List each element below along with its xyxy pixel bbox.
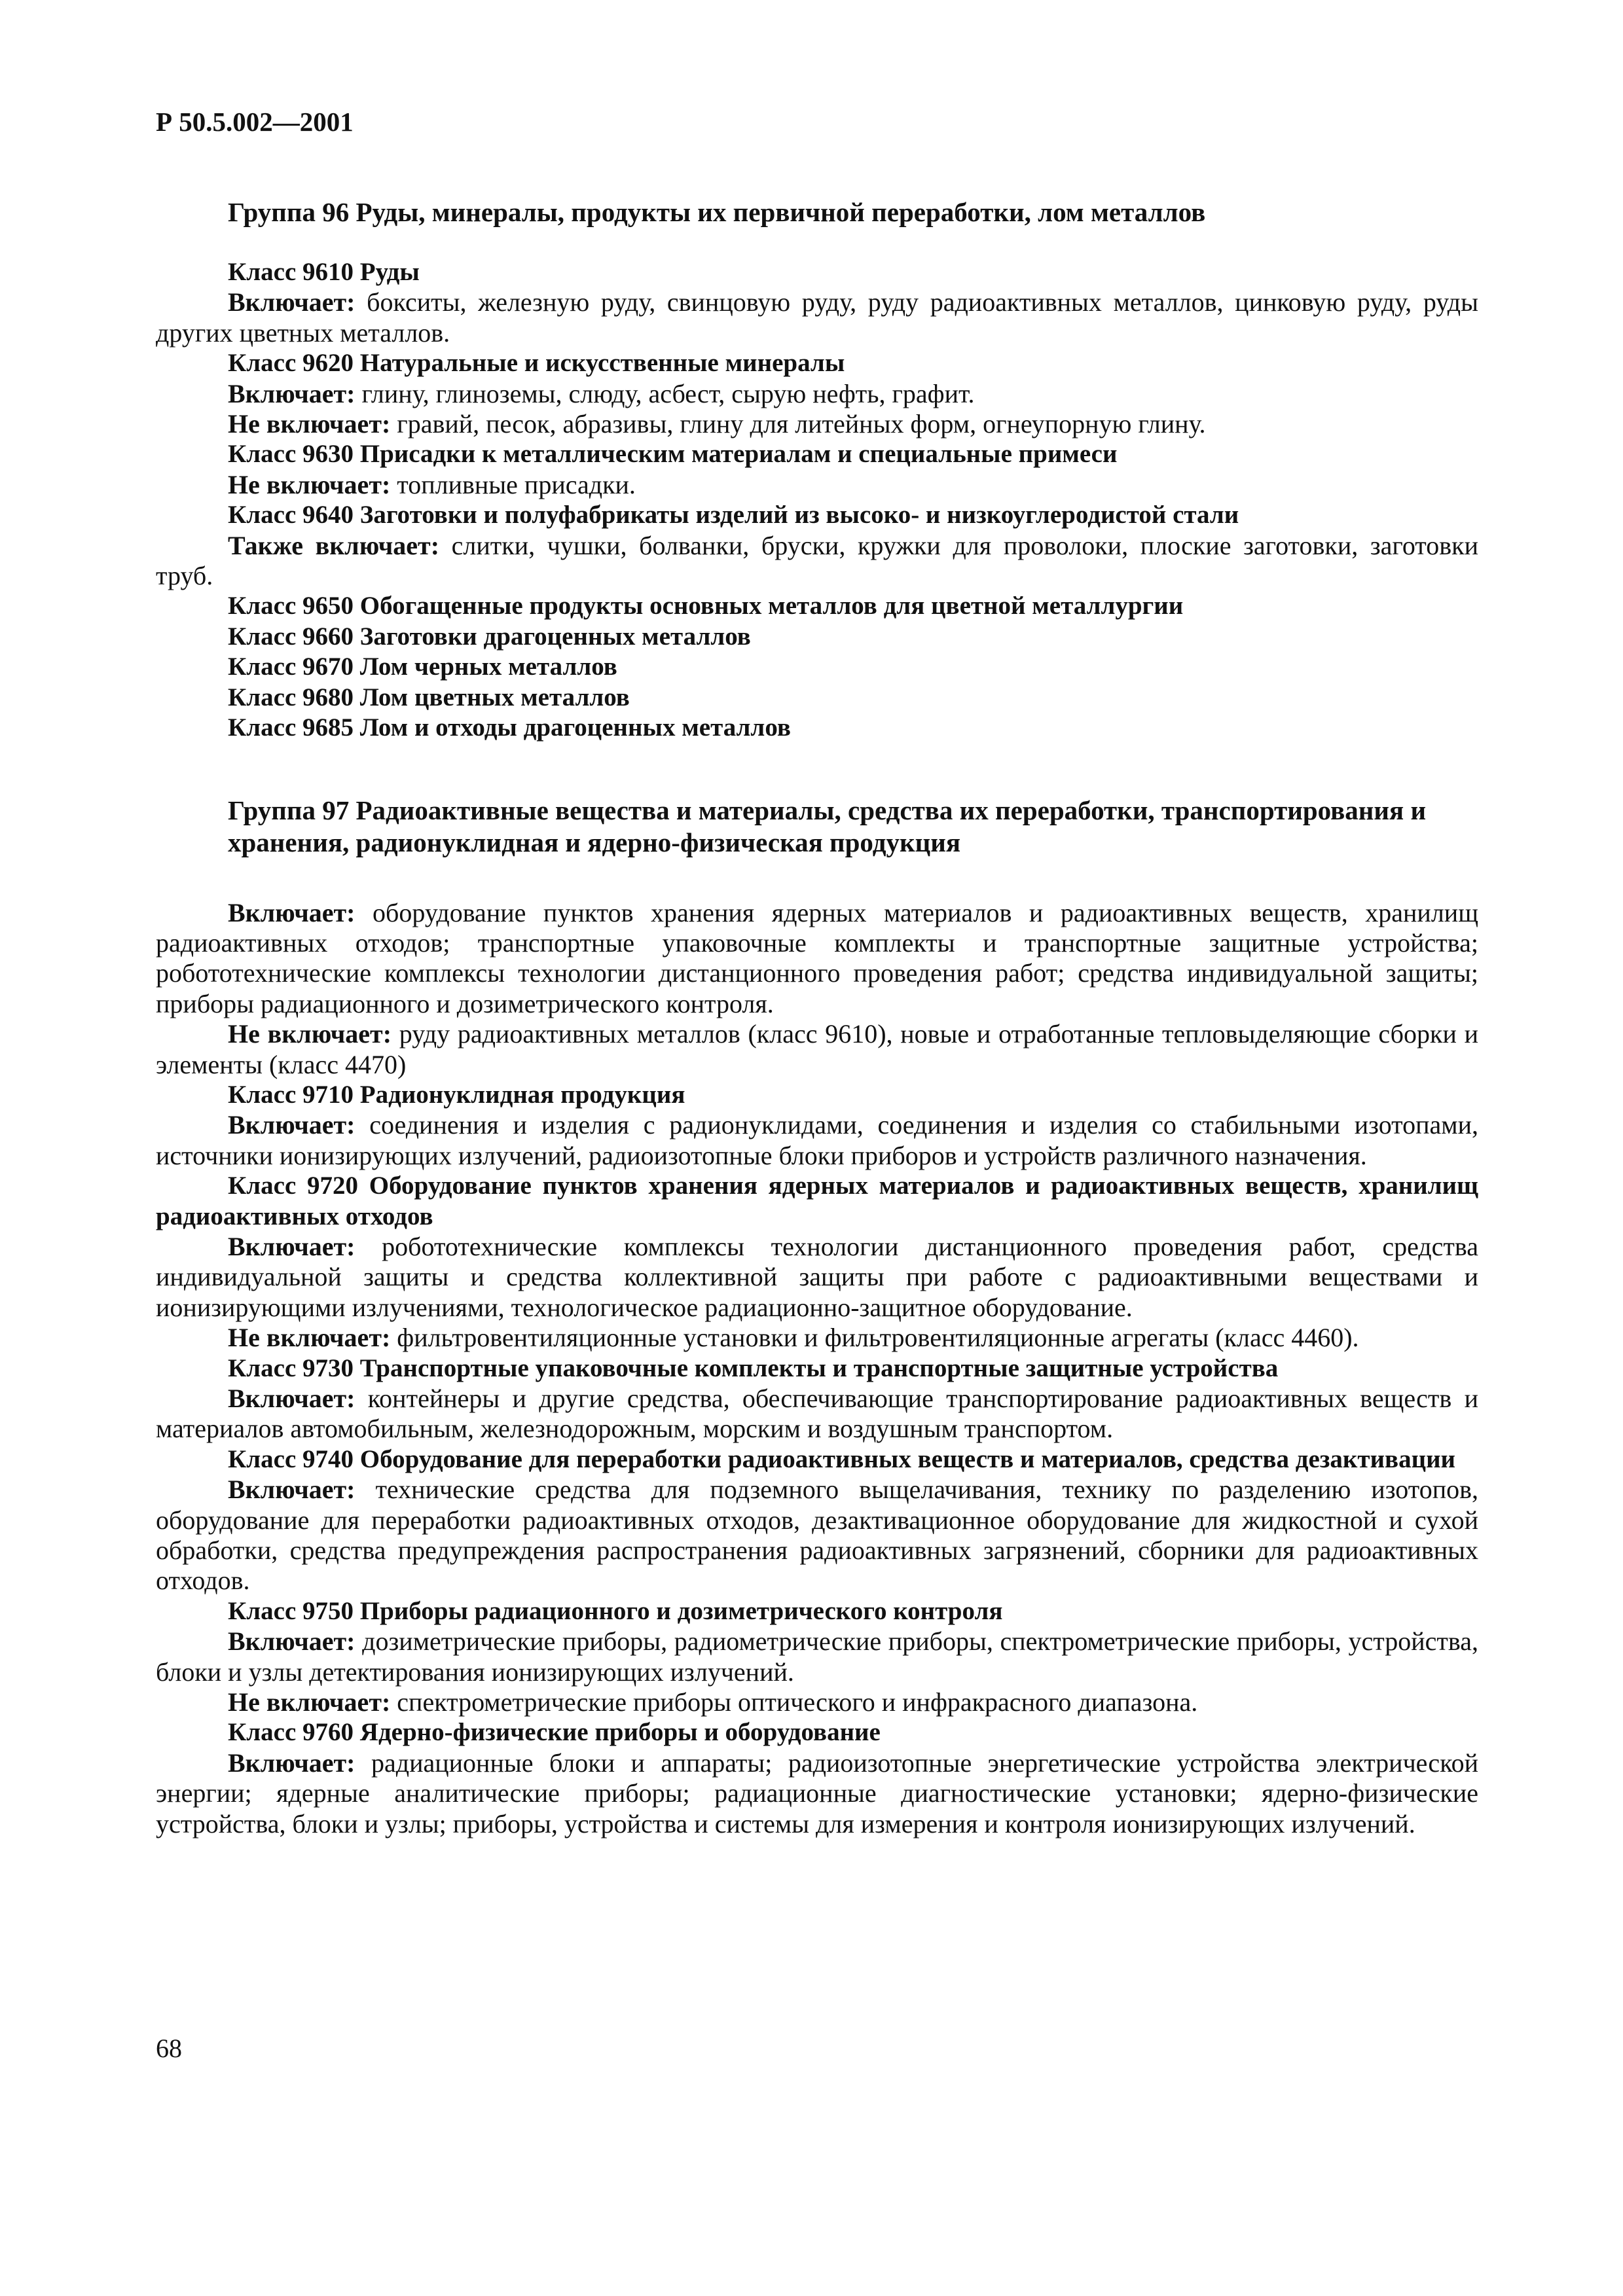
- class-description: [156, 1232, 1478, 1323]
- document-page: [156, 105, 1478, 1839]
- page-number: 68: [156, 2034, 182, 2063]
- description-keyword: Не включает:: [228, 1019, 392, 1049]
- class-description: [156, 1323, 1478, 1353]
- description-text: слитки, чушки, болванки, бруски, кружки для проволоки, плоские заготовки, заготовки труб.: [156, 530, 1478, 591]
- description-text: бокситы, железную руду, свинцовую руду, руду радиоактивных металлов, цинковую руду, руды других цветных металлов.: [156, 287, 1478, 348]
- description-text: спектрометрические приборы оптического и инфракрасного диапазона.: [390, 1687, 1198, 1717]
- class-description: [156, 1687, 1478, 1717]
- group-title: Группа 96 Руды, минералы, продукты их первичной переработки, лом металлов: [228, 197, 1206, 227]
- class-heading: Класс 9750 Приборы радиационного и дозиметрического контроля: [228, 1596, 1003, 1625]
- description-keyword: Включает:: [228, 1475, 356, 1505]
- description-text: радиационные блоки и аппараты; радиоизотопные энергетические устройства электрической энергии; ядерные аналитические приборы; радиационные диагностические установки; ядерно-физические устройства, блоки и узлы; приборы, устройства и системы для измерения и контроля ионизирующих излучений.: [156, 1748, 1478, 1839]
- description-text: руду радиоактивных металлов (класс 9610), новые и отработанные тепловыделяющие сборки и элементы (класс 4470): [156, 1019, 1478, 1079]
- class-heading: Класс 9740 Оборудование для переработки радиоактивных веществ и материалов, средства дезактивации: [228, 1444, 1456, 1473]
- class-heading: Класс 9670 Лом черных металлов: [228, 653, 617, 681]
- class-description: [156, 287, 1478, 348]
- description-text: гравий, песок, абразивы, глину для литейных форм, огнеупорную глину.: [390, 409, 1206, 439]
- document-code: Р 50.5.002—2001: [156, 107, 354, 137]
- class-description: [156, 531, 1478, 592]
- class-description: [156, 1110, 1478, 1171]
- description-text: оборудование пунктов хранения ядерных материалов и радиоактивных веществ, хранилищ радиоактивных отходов; транспортные упаковочные комплекты и транспортные защитные устройства; робототехнические комплексы технологии дистанционного проведения работ; средства индивидуальной защиты; приборы радиационного и дозиметрического контроля.: [156, 897, 1478, 1018]
- class-heading: Класс 9650 Обогащенные продукты основных металлов для цветной металлургии: [228, 592, 1184, 620]
- class-heading: Класс 9760 Ядерно-физические приборы и оборудование: [228, 1718, 881, 1747]
- class-heading: Класс 9660 Заготовки драгоценных металлов: [228, 622, 751, 651]
- description-keyword: Включает:: [228, 1626, 356, 1657]
- description-keyword: Включает:: [228, 1384, 356, 1413]
- description-keyword: Также включает:: [228, 530, 440, 560]
- group-title: Группа 97 Радиоактивные вещества и материалы, средства их переработки, транспортирования и хранения, радионуклидная и ядерно-физическая продукция: [228, 795, 1427, 857]
- class-description: [156, 1384, 1478, 1444]
- description-keyword: Включает:: [228, 378, 356, 408]
- class-description: [156, 470, 1478, 500]
- class-description: [156, 898, 1478, 1020]
- description-keyword: Включает:: [228, 1748, 356, 1778]
- description-keyword: Включает:: [228, 287, 356, 317]
- description-keyword: Не включает:: [228, 1687, 391, 1717]
- description-text: фильтровентиляционные установки и фильтровентиляционные агрегаты (класс 4460).: [390, 1323, 1359, 1353]
- description-text: соединения и изделия с радионуклидами, соединения и изделия со стабильными изотопами, источники ионизирующих излучений, радиоизотопные блоки приборов и устройств различного назначения.: [156, 1110, 1478, 1170]
- description-keyword: Не включает:: [228, 1323, 391, 1353]
- class-heading: Класс 9620 Натуральные и искусственные минералы: [228, 349, 845, 378]
- class-heading: Класс 9710 Радионуклидная продукция: [228, 1080, 685, 1109]
- class-heading: Класс 9610 Руды: [228, 258, 420, 286]
- class-heading: Класс 9630 Присадки к металлическим материалам и специальные примеси: [228, 440, 1118, 469]
- group-96: [156, 196, 1478, 744]
- class-description: [156, 1626, 1478, 1687]
- class-heading: Класс 9640 Заготовки и полуфабрикаты изделий из высоко- и низкоуглеродистой стали: [228, 501, 1239, 529]
- description-keyword: Включает:: [228, 897, 356, 927]
- group-97: [156, 795, 1478, 1840]
- class-description: [156, 1748, 1478, 1839]
- class-heading: Класс 9680 Лом цветных металлов: [228, 683, 630, 711]
- class-description: [156, 379, 1478, 409]
- description-keyword: Не включает:: [228, 469, 391, 499]
- description-text: технические средства для подземного выщелачивания, технику по разделению изотопов, оборудование для переработки радиоактивных отходов, дезактивационное оборудование для жидкостной и сухой обработки, средства предупреждения распространения радиоактивных загрязнений, сборники для радиоактивных отходов.: [156, 1475, 1478, 1596]
- group-body: [156, 257, 1478, 744]
- group-body: [156, 898, 1478, 1840]
- class-description: [156, 409, 1478, 439]
- description-text: глину, глиноземы, слюду, асбест, сырую нефть, графит.: [355, 378, 975, 408]
- class-heading: Класс 9720 Оборудование пунктов хранения ядерных материалов и радиоактивных веществ, хранилищ радиоактивных отходов: [156, 1172, 1478, 1230]
- description-keyword: Включает:: [228, 1110, 356, 1140]
- class-heading: Класс 9685 Лом и отходы драгоценных металлов: [228, 713, 791, 742]
- class-heading: Класс 9730 Транспортные упаковочные комплекты и транспортные защитные устройства: [228, 1354, 1279, 1382]
- class-description: [156, 1019, 1478, 1080]
- class-description: [156, 1475, 1478, 1596]
- description-keyword: Включает:: [228, 1231, 356, 1261]
- description-text: контейнеры и другие средства, обеспечивающие транспортирование радиоактивных веществ и материалов автомобильным, железнодорожным, морским и воздушным транспортом.: [156, 1384, 1478, 1444]
- description-text: робототехнические комплексы технологии дистанционного проведения работ, средства индивидуальной защиты и средства коллективной защиты при работе с радиоактивными веществами и ионизирующими излучениями, технологическое радиационно-защитное оборудование.: [156, 1231, 1478, 1322]
- description-text: топливные присадки.: [390, 469, 636, 499]
- description-text: дозиметрические приборы, радиометрические приборы, спектрометрические приборы, устройства, блоки и узлы детектирования ионизирующих излучений.: [156, 1626, 1478, 1687]
- description-keyword: Не включает:: [228, 409, 391, 439]
